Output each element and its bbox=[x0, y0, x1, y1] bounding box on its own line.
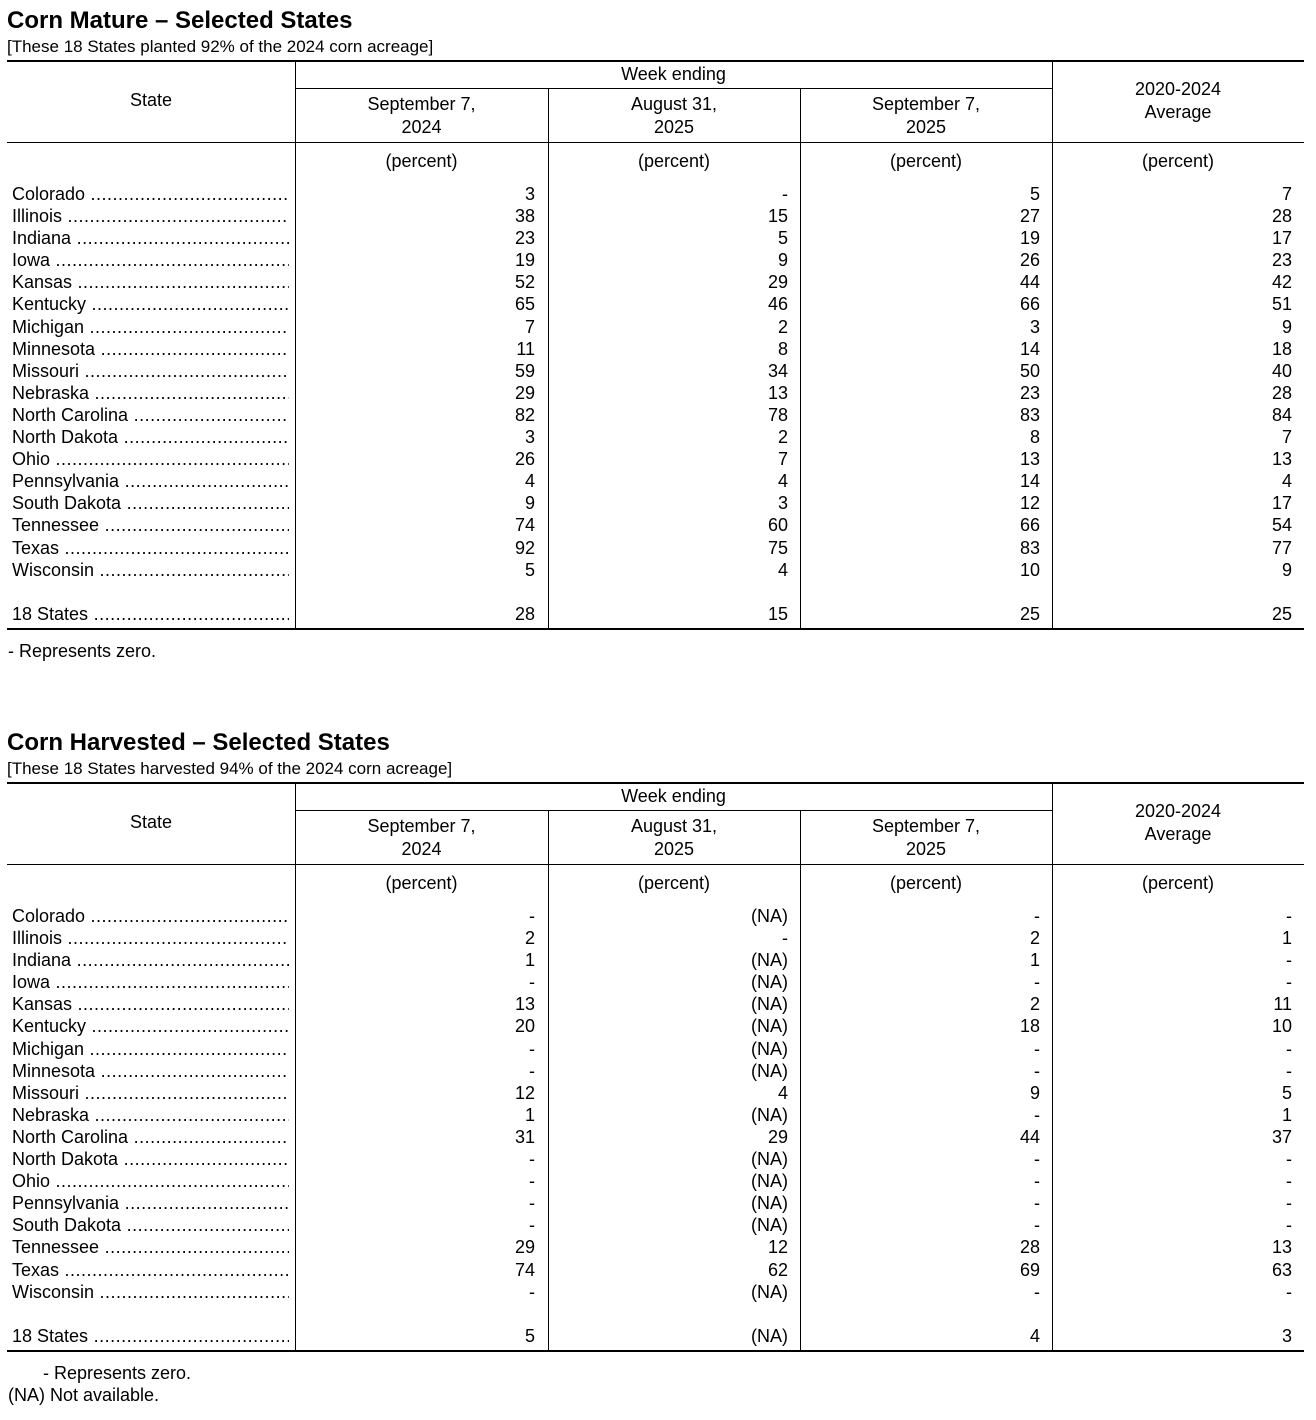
table-row bbox=[7, 1038, 1304, 1060]
value-cell: - bbox=[1286, 1171, 1292, 1192]
value-cell: 82 bbox=[514, 404, 535, 425]
value-cell: 44 bbox=[1019, 1126, 1040, 1147]
table-row bbox=[7, 271, 1304, 293]
value-cell: - bbox=[1034, 1104, 1040, 1125]
value-cell: 2 bbox=[524, 928, 535, 949]
value-cell: (NA) bbox=[751, 1149, 788, 1170]
value-cell: (NA) bbox=[751, 1016, 788, 1037]
state-name: Colorado ..... bbox=[12, 183, 289, 205]
table-body bbox=[7, 905, 1304, 1347]
value-cell: (NA) bbox=[751, 1038, 788, 1059]
value-cell: 1 bbox=[1281, 928, 1292, 949]
value-cell: 34 bbox=[767, 360, 788, 381]
unit-label: (percent) bbox=[1141, 151, 1215, 171]
value-cell: 29 bbox=[767, 1126, 788, 1147]
table-row bbox=[7, 971, 1304, 993]
value-cell: 19 bbox=[1019, 228, 1040, 249]
value-cell: 2 bbox=[777, 316, 788, 337]
value-cell: 3 bbox=[777, 493, 788, 514]
total-label: 18 States ..... bbox=[12, 603, 289, 625]
header-bottom-rule bbox=[7, 142, 1304, 143]
col-sep7-2025-header: September 7, 2025 bbox=[871, 816, 981, 859]
corn-mature-section bbox=[7, 6, 1304, 661]
value-cell: 9 bbox=[1029, 1082, 1040, 1103]
value-cell: 28 bbox=[1271, 206, 1292, 227]
value-cell: - bbox=[1034, 972, 1040, 993]
value-cell: 17 bbox=[1271, 493, 1292, 514]
value-cell: 9 bbox=[1281, 316, 1292, 337]
state-name: Pennsylvania ..... bbox=[12, 1192, 289, 1214]
value-cell: - bbox=[529, 1215, 535, 1236]
value-cell: 44 bbox=[1019, 272, 1040, 293]
value-cell: 1 bbox=[524, 1104, 535, 1125]
value-cell: (NA) bbox=[751, 994, 788, 1015]
value-cell: - bbox=[1034, 1149, 1040, 1170]
table-row bbox=[7, 1259, 1304, 1281]
value-cell: 14 bbox=[1019, 338, 1040, 359]
value-cell: 14 bbox=[1019, 471, 1040, 492]
value-cell: 8 bbox=[1029, 427, 1040, 448]
table-row bbox=[7, 1192, 1304, 1214]
table-row bbox=[7, 1236, 1304, 1258]
table-row bbox=[7, 293, 1304, 315]
value-cell: - bbox=[1286, 906, 1292, 926]
table-row bbox=[7, 514, 1304, 536]
value-cell: - bbox=[529, 1149, 535, 1170]
value-cell: - bbox=[1286, 1038, 1292, 1059]
table-row bbox=[7, 249, 1304, 271]
value-cell: 26 bbox=[1019, 250, 1040, 271]
table-row bbox=[7, 205, 1304, 227]
state-name: Nebraska ..... bbox=[12, 382, 289, 404]
value-cell: - bbox=[1034, 906, 1040, 926]
state-name: Michigan ..... bbox=[12, 316, 289, 338]
value-cell: 83 bbox=[1019, 404, 1040, 425]
value-cell: 63 bbox=[1271, 1259, 1292, 1280]
value-cell: (NA) bbox=[751, 972, 788, 993]
table-row bbox=[7, 492, 1304, 514]
table-row bbox=[7, 537, 1304, 559]
value-cell: 51 bbox=[1271, 294, 1292, 315]
table-row bbox=[7, 905, 1304, 927]
section-title: Corn Mature – Selected States bbox=[7, 7, 353, 34]
total-row bbox=[7, 603, 1304, 625]
section-subtitle: [These 18 States harvested 94% of the 2024 corn acreage] bbox=[7, 759, 453, 778]
value-cell: 19 bbox=[514, 250, 535, 271]
total-value: 15 bbox=[767, 603, 788, 624]
value-cell: - bbox=[529, 1038, 535, 1059]
table-row bbox=[7, 1082, 1304, 1104]
value-cell: 46 bbox=[767, 294, 788, 315]
table-row bbox=[7, 227, 1304, 249]
state-name: Michigan ..... bbox=[12, 1038, 289, 1060]
col-average-header: 2020-2024 Average bbox=[1134, 79, 1222, 122]
value-cell: (NA) bbox=[751, 1281, 788, 1302]
value-cell: 13 bbox=[1271, 449, 1292, 470]
value-cell: 5 bbox=[1281, 1082, 1292, 1103]
value-cell: 60 bbox=[767, 515, 788, 536]
value-cell: 12 bbox=[767, 1237, 788, 1258]
corn-harvested-section bbox=[7, 728, 1304, 1405]
value-cell: - bbox=[1034, 1193, 1040, 1214]
value-cell: 9 bbox=[1281, 559, 1292, 580]
value-cell: 92 bbox=[514, 537, 535, 558]
state-name: Pennsylvania ..... bbox=[12, 470, 289, 492]
value-cell: 77 bbox=[1271, 537, 1292, 558]
state-name: Tennessee ..... bbox=[12, 514, 289, 536]
header-bottom-rule bbox=[7, 864, 1304, 865]
state-name: Illinois ..... bbox=[12, 927, 289, 949]
value-cell: 65 bbox=[514, 294, 535, 315]
state-name: Missouri ..... bbox=[12, 360, 289, 382]
value-cell: - bbox=[1286, 1060, 1292, 1081]
value-cell: 4 bbox=[777, 559, 788, 580]
footnote-zero: - Represents zero. bbox=[43, 1363, 192, 1383]
table-row bbox=[7, 338, 1304, 360]
value-cell: - bbox=[529, 1060, 535, 1081]
value-cell: 83 bbox=[1019, 537, 1040, 558]
value-cell: (NA) bbox=[751, 1193, 788, 1214]
table-bottom-rule bbox=[7, 1350, 1304, 1352]
col-aug31-2025-header: August 31, 2025 bbox=[630, 94, 718, 137]
section-subtitle: [These 18 States planted 92% of the 2024 corn acreage] bbox=[7, 37, 434, 56]
state-name: North Carolina ..... bbox=[12, 404, 289, 426]
table-row bbox=[7, 470, 1304, 492]
value-cell: 18 bbox=[1019, 1016, 1040, 1037]
week-ending-header: Week ending bbox=[621, 786, 726, 806]
table-row bbox=[7, 360, 1304, 382]
value-cell: - bbox=[1286, 1215, 1292, 1236]
value-cell: 23 bbox=[514, 228, 535, 249]
value-cell: 1 bbox=[1281, 1104, 1292, 1125]
state-name: South Dakota ..... bbox=[12, 492, 289, 514]
value-cell: 50 bbox=[1019, 360, 1040, 381]
value-cell: 4 bbox=[777, 1082, 788, 1103]
unit-label: (percent) bbox=[1141, 873, 1215, 893]
table-row bbox=[7, 1170, 1304, 1192]
total-value: 25 bbox=[1271, 603, 1292, 624]
footnote-not-available: (NA) Not available. bbox=[8, 1385, 160, 1405]
table-row bbox=[7, 404, 1304, 426]
value-cell: 3 bbox=[1029, 316, 1040, 337]
col-sep7-2025-header: September 7, 2025 bbox=[871, 94, 981, 137]
state-name: Kansas ..... bbox=[12, 993, 289, 1015]
table-row bbox=[7, 1126, 1304, 1148]
state-name: Colorado ..... bbox=[12, 905, 289, 927]
value-cell: 1 bbox=[524, 950, 535, 971]
week-ending-rule bbox=[295, 810, 1052, 811]
value-cell: - bbox=[1034, 1038, 1040, 1059]
state-name: Tennessee ..... bbox=[12, 1236, 289, 1258]
value-cell: 12 bbox=[514, 1082, 535, 1103]
value-cell: 59 bbox=[514, 360, 535, 381]
state-name: Iowa ..... bbox=[12, 249, 289, 271]
value-cell: 7 bbox=[1281, 184, 1292, 204]
total-value: 4 bbox=[1029, 1325, 1040, 1346]
table-row bbox=[7, 448, 1304, 470]
state-name: Missouri ..... bbox=[12, 1082, 289, 1104]
table-row bbox=[7, 1015, 1304, 1037]
value-cell: 42 bbox=[1271, 272, 1292, 293]
value-cell: - bbox=[1286, 972, 1292, 993]
value-cell: 10 bbox=[1271, 1016, 1292, 1037]
state-name: Wisconsin ..... bbox=[12, 559, 289, 581]
state-name: Iowa ..... bbox=[12, 971, 289, 993]
value-cell: - bbox=[529, 1193, 535, 1214]
value-cell: - bbox=[1034, 1215, 1040, 1236]
state-name: Nebraska ..... bbox=[12, 1104, 289, 1126]
state-name: Ohio ..... bbox=[12, 1170, 289, 1192]
value-cell: 1 bbox=[1029, 950, 1040, 971]
table-row bbox=[7, 382, 1304, 404]
value-cell: 26 bbox=[514, 449, 535, 470]
state-name: Minnesota ..... bbox=[12, 338, 289, 360]
value-cell: 15 bbox=[767, 206, 788, 227]
value-cell: 4 bbox=[777, 471, 788, 492]
col-sep7-2024-header: September 7, 2024 bbox=[367, 816, 476, 859]
state-name: Ohio ..... bbox=[12, 448, 289, 470]
value-cell: - bbox=[529, 1281, 535, 1302]
value-cell: 9 bbox=[524, 493, 535, 514]
value-cell: 37 bbox=[1271, 1126, 1292, 1147]
unit-label: (percent) bbox=[385, 873, 458, 893]
state-name: North Dakota ..... bbox=[12, 1148, 289, 1170]
table-row bbox=[7, 1060, 1304, 1082]
value-cell: 2 bbox=[1029, 928, 1040, 949]
value-cell: 54 bbox=[1271, 515, 1292, 536]
unit-label: (percent) bbox=[637, 873, 711, 893]
value-cell: 11 bbox=[1273, 994, 1292, 1015]
value-cell: (NA) bbox=[751, 1171, 788, 1192]
unit-label: (percent) bbox=[889, 873, 963, 893]
value-cell: 29 bbox=[514, 382, 535, 403]
value-cell: 66 bbox=[1019, 294, 1040, 315]
value-cell: 29 bbox=[514, 1237, 535, 1258]
value-cell: 13 bbox=[1271, 1237, 1292, 1258]
state-name: Kentucky ..... bbox=[12, 1015, 289, 1037]
value-cell: 52 bbox=[514, 272, 535, 293]
state-name: North Dakota ..... bbox=[12, 426, 289, 448]
col-sep7-2024-header: September 7, 2024 bbox=[367, 94, 476, 137]
state-column-header: State bbox=[129, 812, 173, 832]
state-name: Indiana ..... bbox=[12, 227, 289, 249]
value-cell: 12 bbox=[1019, 493, 1040, 514]
value-cell: 18 bbox=[1271, 338, 1292, 359]
value-cell: (NA) bbox=[751, 950, 788, 971]
value-cell: - bbox=[529, 906, 535, 926]
value-cell: - bbox=[1286, 950, 1292, 971]
state-name: Indiana ..... bbox=[12, 949, 289, 971]
value-cell: - bbox=[782, 184, 788, 204]
value-cell: 10 bbox=[1019, 559, 1040, 580]
total-value: 28 bbox=[514, 603, 535, 624]
value-cell: 27 bbox=[1019, 206, 1040, 227]
value-cell: - bbox=[1286, 1149, 1292, 1170]
value-cell: 13 bbox=[767, 382, 788, 403]
section-title: Corn Harvested – Selected States bbox=[7, 729, 390, 756]
corn-mature-table bbox=[7, 60, 1304, 632]
unit-label: (percent) bbox=[889, 151, 963, 171]
value-cell: 4 bbox=[1281, 471, 1292, 492]
value-cell: 23 bbox=[1019, 382, 1040, 403]
table-row bbox=[7, 1104, 1304, 1126]
value-cell: - bbox=[782, 928, 788, 949]
value-cell: 84 bbox=[1271, 404, 1292, 425]
table-row bbox=[7, 1148, 1304, 1170]
value-cell: 31 bbox=[514, 1126, 535, 1147]
value-cell: - bbox=[1034, 1171, 1040, 1192]
state-name: Kansas ..... bbox=[12, 271, 289, 293]
value-cell: 3 bbox=[524, 184, 535, 204]
total-label: 18 States ..... bbox=[12, 1325, 289, 1347]
value-cell: - bbox=[529, 1171, 535, 1192]
table-row bbox=[7, 316, 1304, 338]
value-cell: 9 bbox=[777, 250, 788, 271]
state-name: Wisconsin ..... bbox=[12, 1281, 289, 1303]
total-value: (NA) bbox=[751, 1325, 788, 1346]
table-body bbox=[7, 183, 1304, 625]
state-name: South Dakota ..... bbox=[12, 1214, 289, 1236]
value-cell: 38 bbox=[514, 206, 535, 227]
value-cell: - bbox=[1286, 1193, 1292, 1214]
value-cell: - bbox=[529, 972, 535, 993]
table-row bbox=[7, 426, 1304, 448]
week-ending-rule bbox=[295, 88, 1052, 89]
corn-harvested-table bbox=[7, 782, 1304, 1354]
total-value: 3 bbox=[1281, 1325, 1292, 1346]
value-cell: 11 bbox=[516, 338, 535, 359]
value-cell: 17 bbox=[1271, 228, 1292, 249]
state-name: Illinois ..... bbox=[12, 205, 289, 227]
state-name: Minnesota ..... bbox=[12, 1060, 289, 1082]
value-cell: - bbox=[1034, 1060, 1040, 1081]
total-row bbox=[7, 1325, 1304, 1347]
value-cell: (NA) bbox=[751, 1104, 788, 1125]
value-cell: - bbox=[1286, 1281, 1292, 1302]
week-ending-header: Week ending bbox=[621, 64, 726, 84]
value-cell: 66 bbox=[1019, 515, 1040, 536]
value-cell: 7 bbox=[524, 316, 535, 337]
unit-label: (percent) bbox=[637, 151, 711, 171]
value-cell: 13 bbox=[1019, 449, 1040, 470]
col-average-header: 2020-2024 Average bbox=[1134, 801, 1222, 844]
table-top-rule bbox=[7, 60, 1304, 62]
footnote-zero: - Represents zero. bbox=[8, 641, 157, 661]
value-cell: 4 bbox=[524, 471, 535, 492]
col-aug31-2025-header: August 31, 2025 bbox=[630, 816, 718, 859]
value-cell: 78 bbox=[767, 404, 788, 425]
value-cell: - bbox=[1034, 1281, 1040, 1302]
table-row bbox=[7, 183, 1304, 205]
state-name: Texas ..... bbox=[12, 537, 289, 559]
table-row bbox=[7, 1281, 1304, 1303]
table-row bbox=[7, 559, 1304, 581]
table-row bbox=[7, 927, 1304, 949]
value-cell: 29 bbox=[767, 272, 788, 293]
value-cell: 5 bbox=[1029, 184, 1040, 204]
value-cell: 28 bbox=[1271, 382, 1292, 403]
value-cell: 40 bbox=[1271, 360, 1292, 381]
value-cell: 2 bbox=[1029, 994, 1040, 1015]
value-cell: (NA) bbox=[751, 1060, 788, 1081]
value-cell: (NA) bbox=[751, 906, 788, 926]
value-cell: 69 bbox=[1019, 1259, 1040, 1280]
value-cell: (NA) bbox=[751, 1215, 788, 1236]
value-cell: 7 bbox=[777, 449, 788, 470]
value-cell: 28 bbox=[1019, 1237, 1040, 1258]
total-value: 5 bbox=[524, 1325, 535, 1346]
value-cell: 23 bbox=[1271, 250, 1292, 271]
state-name: Texas ..... bbox=[12, 1259, 289, 1281]
value-cell: 13 bbox=[514, 994, 535, 1015]
table-row bbox=[7, 1214, 1304, 1236]
state-name: Kentucky ..... bbox=[12, 293, 289, 315]
value-cell: 8 bbox=[777, 338, 788, 359]
table-top-rule bbox=[7, 782, 1304, 784]
value-cell: 7 bbox=[1281, 427, 1292, 448]
value-cell: 2 bbox=[777, 427, 788, 448]
value-cell: 74 bbox=[514, 515, 535, 536]
table-row bbox=[7, 949, 1304, 971]
value-cell: 5 bbox=[777, 228, 788, 249]
value-cell: 5 bbox=[524, 559, 535, 580]
value-cell: 20 bbox=[514, 1016, 535, 1037]
value-cell: 62 bbox=[767, 1259, 788, 1280]
value-cell: 74 bbox=[514, 1259, 535, 1280]
table-row bbox=[7, 993, 1304, 1015]
table-bottom-rule bbox=[7, 628, 1304, 630]
state-name: North Carolina ..... bbox=[12, 1126, 289, 1148]
unit-label: (percent) bbox=[385, 151, 458, 171]
value-cell: 3 bbox=[524, 427, 535, 448]
state-column-header: State bbox=[129, 90, 173, 110]
value-cell: 75 bbox=[767, 537, 788, 558]
total-value: 25 bbox=[1019, 603, 1040, 624]
